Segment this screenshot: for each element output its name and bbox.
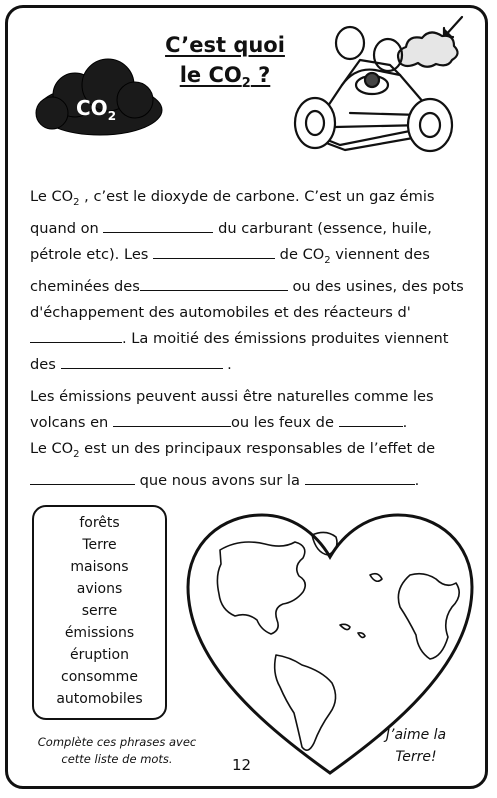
- page-number: 12: [232, 756, 252, 774]
- word-item: Terre: [82, 537, 117, 553]
- word-item: émissions: [64, 625, 135, 641]
- word-item: consomme: [61, 669, 138, 685]
- fill-in-blank-4[interactable]: [30, 328, 122, 343]
- fill-in-blank-9[interactable]: [305, 470, 415, 485]
- fill-in-blank-5[interactable]: [61, 354, 223, 369]
- word-item: forêts: [79, 515, 120, 531]
- cloud-label: $CO_2$: [76, 96, 117, 123]
- fill-in-blank-7[interactable]: [339, 412, 403, 427]
- race-car-icon: [280, 15, 470, 160]
- title-line-1: C’est quoi: [165, 33, 285, 57]
- fill-in-blank-1[interactable]: [103, 218, 213, 233]
- paragraph-2: Les émissions peuvent aussi être naturelles comme les volcans en ou les feux de . Le $CO_2$ est un des principaux responsables de l’effet de que nous avons sur la .: [30, 388, 436, 489]
- word-item: éruption: [70, 647, 129, 663]
- fill-in-blank-2[interactable]: [153, 244, 275, 259]
- fill-in-blank-6[interactable]: [113, 412, 231, 427]
- word-item: maisons: [70, 559, 129, 575]
- fill-in-blank-8[interactable]: [30, 470, 135, 485]
- co2-cloud-icon: [30, 55, 165, 140]
- word-item: avions: [76, 581, 123, 597]
- instruction-text: Complète ces phrases avec cette liste de mots.: [37, 735, 197, 766]
- word-item: automobiles: [56, 691, 143, 707]
- word-item: serre: [81, 603, 118, 619]
- word-list-box: [32, 505, 167, 720]
- heart-caption: J’aime la Terre!: [385, 727, 447, 765]
- page-title: [150, 30, 300, 99]
- paragraph-1: Le $CO_2$ , c’est le dioxyde de carbone. C’est un gaz émis quand on du carburant (essence, huile, pétrole etc). Les de $CO_2$ viennent des cheminées des ou des usines, des pots d'échappement des automobiles et des réacteurs d' . La moitié des émissions produites viennent des .: [30, 188, 464, 373]
- fill-in-blank-3[interactable]: [140, 276, 288, 291]
- title-line-2: le $CO_2$ ?: [179, 63, 271, 92]
